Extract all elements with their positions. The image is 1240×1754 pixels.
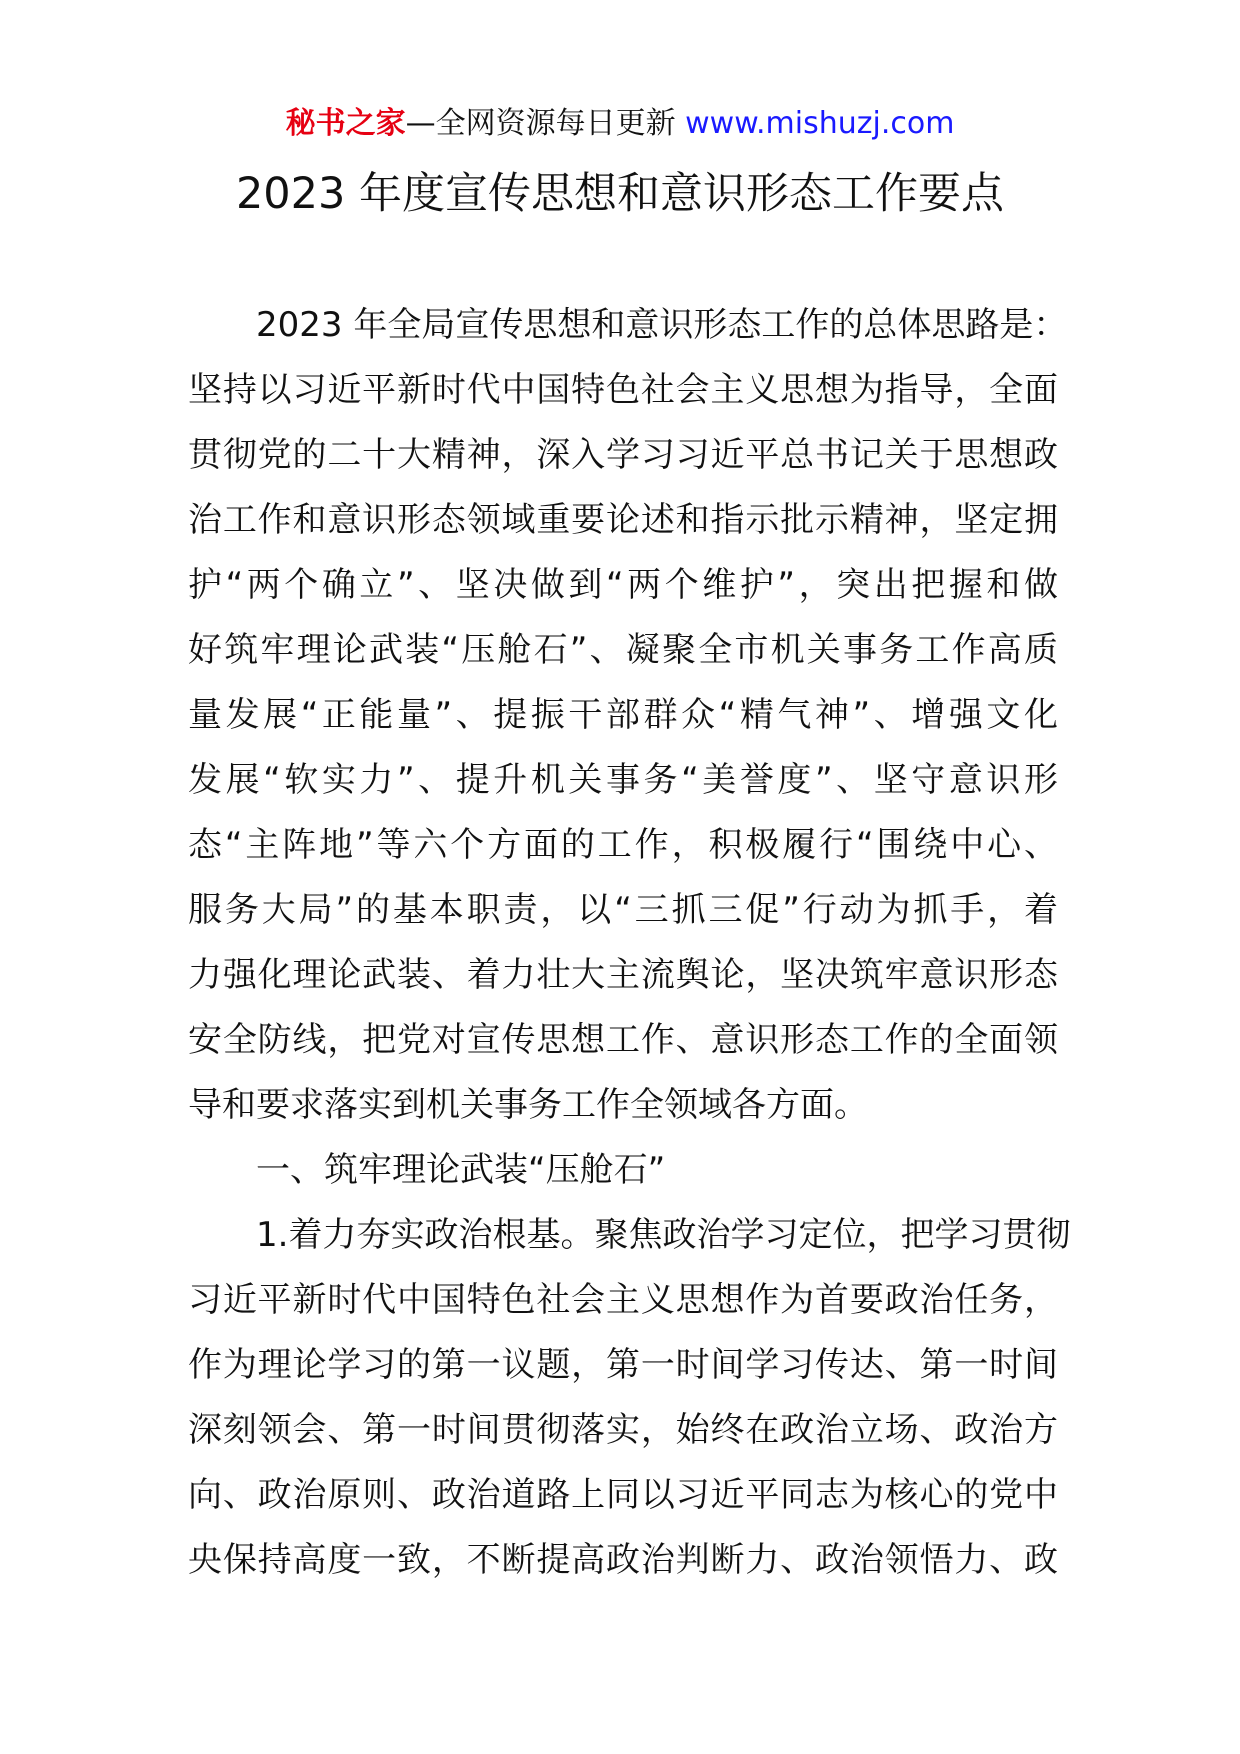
paragraph-line: 1.着力夯实政治根基。聚焦政治学习定位，把学习贯彻 — [256, 1215, 1071, 1255]
paragraph-line: 量发展“正能量”、提振干部群众“精气神”、增强文化 — [188, 695, 1058, 735]
paragraph-line: 好筑牢理论武装“压舱石”、凝聚全市机关事务工作高质 — [188, 630, 1058, 670]
paragraph-line: 贯彻党的二十大精神，深入学习习近平总书记关于思想政 — [188, 435, 1058, 475]
paragraph-line: 作为理论学习的第一议题，第一时间学习传达、第一时间 — [188, 1345, 1058, 1385]
paragraph-line: 治工作和意识形态领域重要论述和指示批示精神，坚定拥 — [188, 500, 1058, 540]
paragraph-line: 导和要求落实到机关事务工作全领域各方面。 — [188, 1085, 868, 1125]
paragraph-line: 护“两个确立”、坚决做到“两个维护”，突出把握和做 — [188, 565, 1058, 605]
paragraph-line: 态“主阵地”等六个方面的工作，积极履行“围绕中心、 — [188, 825, 1058, 865]
site-header — [0, 104, 1240, 144]
paragraph-line: 坚持以习近平新时代中国特色社会主义思想为指导，全面 — [188, 370, 1058, 410]
paragraph-line: 发展“软实力”、提升机关事务“美誉度”、坚守意识形 — [188, 760, 1058, 800]
paragraph-line: 习近平新时代中国特色社会主义思想作为首要政治任务， — [188, 1280, 1058, 1320]
paragraph-line: 2023 年全局宣传思想和意识形态工作的总体思路是： — [256, 305, 1068, 345]
site-url-link[interactable]: www.mishuzj.com — [685, 106, 955, 141]
paragraph-line: 服务大局”的基本职责，以“三抓三促”行动为抓手，着 — [188, 890, 1058, 930]
paragraph-line: 央保持高度一致，不断提高政治判断力、政治领悟力、政 — [188, 1540, 1058, 1580]
document-title: 2023 年度宣传思想和意识形态工作要点 — [235, 169, 1005, 219]
paragraph-line: 力强化理论武装、着力壮大主流舆论，坚决筑牢意识形态 — [188, 955, 1058, 995]
brand-name: 秘书之家 — [285, 106, 406, 141]
document-body — [188, 293, 1071, 1593]
paragraph-line: 深刻领会、第一时间贯彻落实，始终在政治立场、政治方 — [188, 1410, 1058, 1450]
paragraph-line: 安全防线，把党对宣传思想工作、意识形态工作的全面领 — [188, 1020, 1058, 1060]
section-heading: 一、筑牢理论武装“压舱石” — [256, 1150, 666, 1190]
paragraph-line: 向、政治原则、政治道路上同以习近平同志为核心的党中 — [188, 1475, 1058, 1515]
header-slogan: —全网资源每日更新 — [405, 106, 676, 141]
